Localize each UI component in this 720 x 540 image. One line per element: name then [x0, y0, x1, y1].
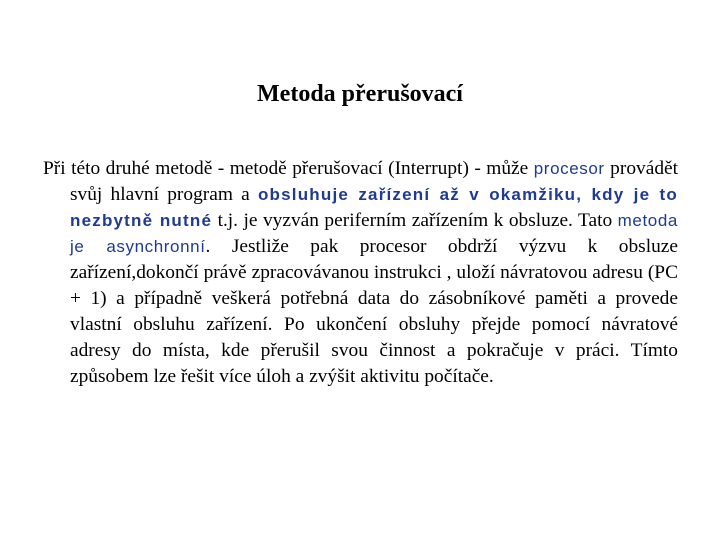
highlight-procesor: procesor — [533, 159, 605, 178]
slide-title-text: Metoda přerušovací — [257, 81, 463, 107]
highlight-obsluhuje: obsluhuje zařízení až v okamžiku, kdy je to nezbytně nutné — [70, 185, 678, 230]
text-segment: t.j. je vyzván periferním zařízením k obsluze. Tato — [212, 210, 618, 231]
body-paragraph — [43, 156, 678, 390]
highlight-asynchronni: metoda je asynchronní — [70, 211, 678, 256]
text-segment: provádět svůj hlavní program a — [70, 158, 679, 205]
text-segment: Při této druhé metodě - metodě přerušovací (Interrupt) - může — [43, 158, 534, 179]
text-segment: . Jestliže pak procesor obdrží výzvu k obsluze zařízení,dokončí právě zpracovávanou instrukci , uloží návratovou adresu (PC + 1) a případně veškerá potřebná data do zásobníkové paměti a provede vlastní obsluhu zařízení. Po ukončení obsluhy přejde pomocí návratové adresy do místa, kde přerušil svou činnost a pokračuje v práci. Tímto způsobem lze řešit více úloh a zvýšit aktivitu počítače. — [70, 236, 679, 387]
slide-title — [0, 78, 720, 110]
